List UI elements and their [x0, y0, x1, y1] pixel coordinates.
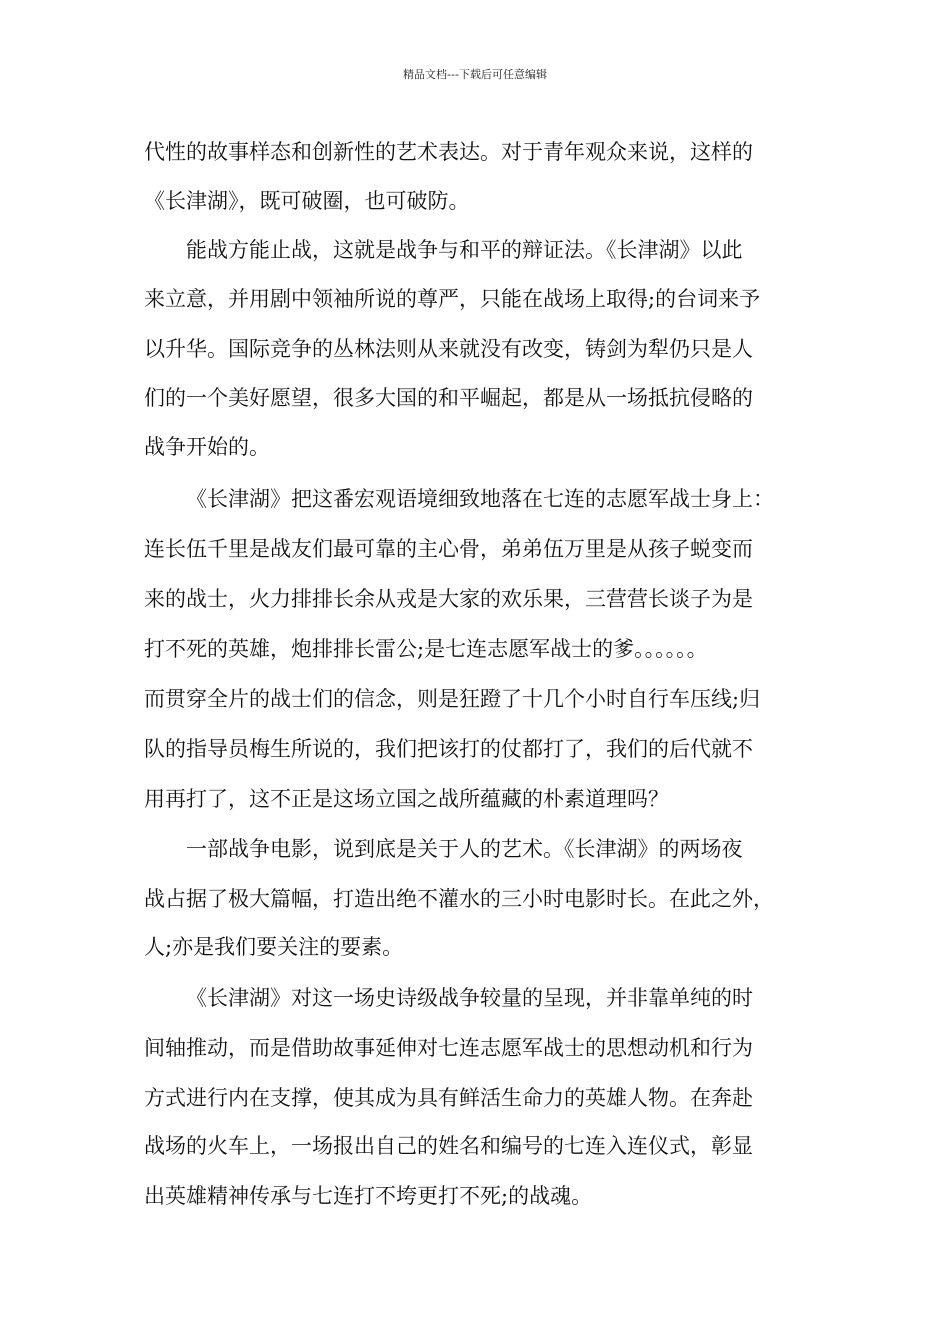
page-header: 精品文档---下载后可任意编辑: [403, 68, 547, 81]
body-line-6: 们的一个美好愿望，很多大国的和平崛起，都是从一场抵抗侵略的: [144, 386, 753, 410]
body-line-12: 而贯穿全片的战士们的信念，则是狂蹬了十几个小时自行车压线;归: [144, 687, 761, 711]
body-line-11: 打不死的英雄，炮排排长雷公;是七连志愿军战士的爹。。。。。。: [144, 637, 708, 661]
body-line-2: 《长津湖》，既可破圈，也可破防。: [144, 189, 470, 213]
body-line-18: 《长津湖》对这一场史诗级战争较量的呈现，并非靠单纯的时: [186, 986, 753, 1010]
body-line-16: 战占据了极大篇幅，打造出绝不灌水的三小时电影时长。在此之外，: [144, 887, 774, 911]
body-line-4: 来立意，并用剧中领袖所说的尊严，只能在战场上取得;的台词来予: [144, 287, 761, 311]
body-line-13: 队的指导员梅生所说的，我们把该打的仗都打了，我们的后代就不: [144, 737, 753, 761]
body-line-1: 代性的故事样态和创新性的艺术表达。对于青年观众来说，这样的: [144, 140, 753, 164]
body-line-21: 战场的火车上，一场报出自己的姓名和编号的七连入连仪式，彰显: [144, 1134, 753, 1158]
body-line-5: 以升华。国际竞争的丛林法则从来就没有改变，铸剑为犁仍只是人: [144, 337, 753, 361]
body-line-14: 用再打了，这不正是这场立国之战所蕴藏的朴素道理吗？: [144, 787, 669, 811]
body-line-8: 《长津湖》把这番宏观语境细致地落在七连的志愿军战士身上：: [186, 487, 774, 511]
body-line-7: 战争开始的。: [144, 435, 270, 459]
body-line-19: 间轴推动，而是借助故事延伸对七连志愿军战士的思想动机和行为: [144, 1036, 753, 1060]
body-line-9: 连长伍千里是战友们最可靠的主心骨，弟弟伍万里是从孩子蜕变而: [144, 537, 753, 561]
body-line-10: 来的战士，火力排排长余从戎是大家的欢乐果，三营营长谈子为是: [144, 587, 753, 611]
body-line-20: 方式进行内在支撑，使其成为具有鲜活生命力的英雄人物。在奔赴: [144, 1086, 753, 1110]
body-line-3: 能战方能止战，这就是战争与和平的辩证法。《长津湖》以此: [186, 238, 743, 262]
body-line-15: 一部战争电影，说到底是关于人的艺术。《长津湖》的两场夜: [186, 837, 743, 861]
body-line-22: 出英雄精神传承与七连打不垮更打不死;的战魂。: [144, 1184, 593, 1208]
body-line-17: 人;亦是我们要关注的要素。: [144, 935, 404, 959]
